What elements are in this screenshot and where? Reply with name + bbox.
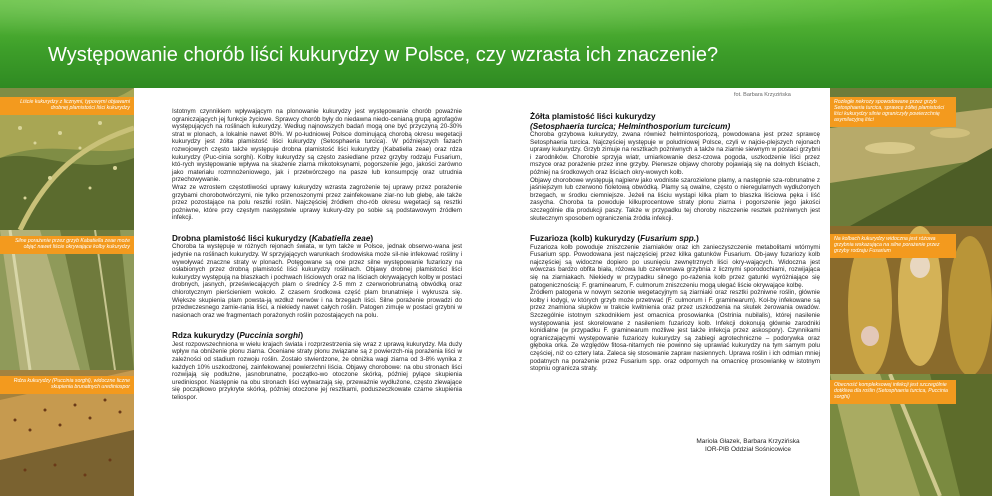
- heading-kabatiella: [172, 234, 462, 244]
- heading-rdza-pre: Rdza kukurydzy (: [172, 331, 240, 341]
- heading-kabatiella-latin: Kabatiella zeae: [311, 233, 371, 243]
- heading-rdza-latin: Puccinia sorghi: [239, 331, 301, 341]
- heading-kabatiella-pre: Drobna plamistość liści kukurydzy (: [172, 233, 312, 243]
- article-column-1: [172, 108, 462, 402]
- signature: [678, 438, 818, 454]
- heading-rdza-post: ): [300, 331, 304, 341]
- signature-institution: IOR-PIB Oddział Sośnicowice: [705, 446, 791, 453]
- zolta-paragraph-1: Choroba grzybowa kukurydzy, zwana również helmintosporiozą, powodowana jest przez sprawcę Setosphaeria turcica. Najczęściej występuje w południowej Polsce, czyli w najcie-plejszych rejonach uprawy kukurydzy. Grzyb zimuje na resztkach pożniwnych a także na ziarnie siewnym w postaci grzybni i zarodników. Chorobie sprzyja wiatr, umiarkowanie desz-czowa pogoda, uszkodzenie liści przez mszyce oraz porażenie przez inne grzyby. Pierwsze objawy choroby pojawiają się na dolnych liściach, później na środkowych oraz liściach okry-wowych kolb.: [530, 131, 820, 176]
- caption-left-2: Silne porażenie przez grzyb Kabatiella zeae może objąć nawet liście okrywające kolby kukurydzy: [0, 236, 134, 254]
- heading-zolta-latin: (Setosphaeria turcica; Helminthosporium turcicum): [530, 121, 731, 131]
- page-header: [0, 0, 992, 88]
- signature-authors: Mariola Głazek, Barbara Krzyzińska: [696, 438, 800, 445]
- page-title: Występowanie chorób liści kukurydzy w Polsce, czy wzrasta ich znaczenie?: [48, 44, 719, 66]
- rdza-paragraph: Jest rozpowszechniona w wielu krajach świata i rozprzestrzenia się wraz z uprawą kukurydzy. Ma duży wpływ na obniżenie plonu ziarna. Oceniane straty plonu związane są z powierzch-nią porażenia liści w zależności od stadium rozwoju roślin. Zostało stwierdzone, że obniżka wagi ziarna od 3-8% wynika z każdych 10% uszkodzonej, zainfekowanej powierzchni liścia. Objawy chorobowe: na obu stronach liści rozwijają się podłużne, jasnobrunatne, początko-wo otoczone skórką, później pylące skupienia urediniospor. Następnie na obu stronach liści wytwarzają się, przeważnie wydłużone, często zlewające się początkowo przykryte skórką, później otoczone jej resztkami, poduszeczkowate czarne skupienia teliospor.: [172, 340, 462, 401]
- heading-kabatiella-post: ): [370, 233, 374, 243]
- caption-right-2: Na kolbach kukurydzy widoczna jest różowa grzybnia wskazująca na silne porażenie przez grzyby rodzaju Fusarium: [830, 234, 956, 258]
- heading-rdza: [172, 331, 462, 341]
- heading-zolta: Żółta plamistość liści kukurydzy: [530, 112, 656, 121]
- article-column-2: [530, 112, 820, 373]
- fuzarioza-paragraph-1: Fuzarioza kolb powoduje zniszczenie ziarniaków oraz ich zanieczyszczenie metabolitami wtórnymi Fusarium spp. Powodowana jest najczęściej przez kilka gatunków Fusarium. Ob-jawy fuzariozy kolb najczęściej są widoczne dopiero po usunięciu zewnętrznych liści okry-wających. Widoczna jest wówczas bardzo obfita biała, różowa lub czerwonawa grzybnia z licznymi sporodochiami, rozwijająca się na ziarniakach. Niekiedy w przypadku silnego po-rażenia kolb przez gatunki wyróżniające się patogenicznością: F. graminearum, F. culmorum zniszczeniu mogą ulegać liście okrywające kolbę.: [530, 243, 820, 289]
- heading-fuzarioza-pre: Fuzarioza (kolb) kukurydzy (: [530, 234, 641, 244]
- intro-paragraph-1: Istotnym czynnikiem wpływającym na plonowanie kukurydzy jest występowanie chorób poważnie ograniczających jej funkcje życiowe. Sprawcy chorób były do niedawna niedo-cenianą grupą agrofagów występujących na roślinach kukurydzy. Według najnowszych badań mogą one być przyczyną 20-30% strat w plonach, a lokalnie nawet 80%. W po-łudniowej Polsce dominującą chorobą okresu wegetacji kukurydzy jest żółta plamistość liści kukurydzy (Setosphaeria turcica). W późniejszych fazach rozwojowych często także występuje drobna plamistość liści kukurydzy (Kabatiella zeae) oraz rdza kukurydzy (Puc-cinia sorghi). Kolby kukurydzy są często zasiedlane przez grzyby rodzaju Fusarium, któ-rych występowanie wpływa na skażenie ziarna mikotoksynami, pogorszenie jego, jakości zarówno jako materiału rozmnożeniowego, jak i przetwórczego na pasze lub konsumpcję oraz utrudnia przechowywanie.: [172, 108, 462, 184]
- caption-left-1: Liście kukurydzy z licznymi, typowymi objawami drobnej plamistości liści kukurydzy: [0, 97, 134, 115]
- zolta-paragraph-2: Objawy chorobowe występują najpierw jako wodniste szarozielone plamy, a następnie sza-robrunatne z jaśniejszym lub czerwono fioletową obwódką. Plamy są owalne, często o nieregularnych wydłużonych brzegach, w środku ciemniejsze. Jeżeli na liściu wystąpi kilka plam to blaszka liściowa pęka i liść zasycha. Choroba ta powoduje kilkuprocentowe straty plonu ziarna i pogorszenie jego jakości szczególnie dla produkcji paszy. Także w przypadku tej choroby niszczenie resztek pożniwnych jest skutecznym sposobem ograniczenia źródła infekcji.: [530, 176, 820, 222]
- caption-right-3: Obecność kompleksowej infekcji jest szczególnie dotkliwa dla roślin (Setosphaeria turcica, Puccinia sorghi): [830, 380, 956, 404]
- fuzarioza-paragraph-2: Źródłem patogena w nowym sezonie wegetacyjnym są ziarniaki oraz resztki pożniwne roślin, głównie kolby i łodygi, w których grzyb może przetrwać (F. culmorum i F. graminearum). Kol-by infekowane są przez znamiona słupków w trakcie kwitnienia oraz przez uszkodzenia na skutek żerowania owadów. Szczególnie istotnym szkodnikiem jest omacnica prosowianka (Ostrinia nubilalis), której nasilenie występowania jest skorelowane z nasileniem fuzariozy kolb. Infekcji dokonują głównie zarodniki konidialne (w przypadku F. graminearum możliwe jest także infekcja przez askospory). Czynnikami ograniczającymi występowanie fuzariozy kukurydzy są zabiegi agrotechniczne – podorywka oraz głęboka orka. Ze względów fitosa-nitarnych nie powinno się uprawiać kukurydzy na tym samym polu częściej, niż co cztery lata. Zaleca się stosowanie zapraw nasiennych. Uprawa roślin i ich odmian mniej podatnych na porażenie przez Fusarium spp. oraz odpornych na omacnicę prosowiankę w istotnym stopniu ogranicza straty.: [530, 289, 820, 373]
- caption-right-1: Rozległe nekrozy spowodowane przez grzyb Setosphaeria turcica, sprawcę żółtej plamistości liści kukurydzy silnie ograniczyły powierzchnię asymilacyjną liści: [830, 97, 956, 127]
- intro-paragraph-2: Wraz ze wzrostem częstotliwości uprawy kukurydzy wzrasta zagrożenie tej uprawy przez porażenie grzybami chorobotwórczymi, nie tylko przenoszonymi przez zainfekowane ziar-no lub glebę, ale także przez pozostające na polu resztki roślin. Najczęściej źródłem cho-rób okresu wegetacji są resztki pożniwne, które przy częstym następstwie uprawy kukury-dzy po sobie są podstawowym źródłem infekcji.: [172, 183, 462, 222]
- header-shine: [0, 0, 992, 40]
- kabatiella-paragraph: Choroba ta występuje w różnych rejonach świata, w tym także w Polsce, jednak obserwo-wana jest jedynie na roślinach kukurydzy. W sprzyjających warunkach środowiska może sil-nie infekować rośliny i wywoływać znaczne straty w plonach. Potęgowane są one przez silne występowanie fuzariozy na osłabionych przez drobną plamistość liści kukurydzy roślinach. Objawy drobnej plamistości liści kukurydzy występują na blaszkach i pochwach liściowych oraz na liściach okrywających kolby w postaci drobnych, jasnych, przeświecających plam o średnicy 2-5 mm z czerwonobrunatną obwódką oraz chlorotycznym pierścieniem wokoło. Z czasem środkowa część plam brunatnieje i wykrusza się. Większe skupienia plam powsta-ją wzdłuż nerwów i na brzegach liści. Silne porażenie prowadzi do przedwczesnego zamie-rania liści, a niekiedy nawet całych roślin. Patogen zimuje w postaci grzybni w nasionach oraz we fragmentach porażonych roślin pozostających na polu.: [172, 243, 462, 319]
- heading-fuzarioza-post: ): [696, 234, 699, 244]
- heading-fuzarioza: [530, 234, 820, 244]
- caption-left-3: Rdza kukurydzy (Puccinia sorghi), widoczne liczne skupienia brunatnych urediniospor: [0, 376, 134, 394]
- photo-credit: fot. Barbara Krzyzińska: [734, 92, 791, 98]
- heading-fuzarioza-latin: Fusarium spp.: [640, 234, 697, 244]
